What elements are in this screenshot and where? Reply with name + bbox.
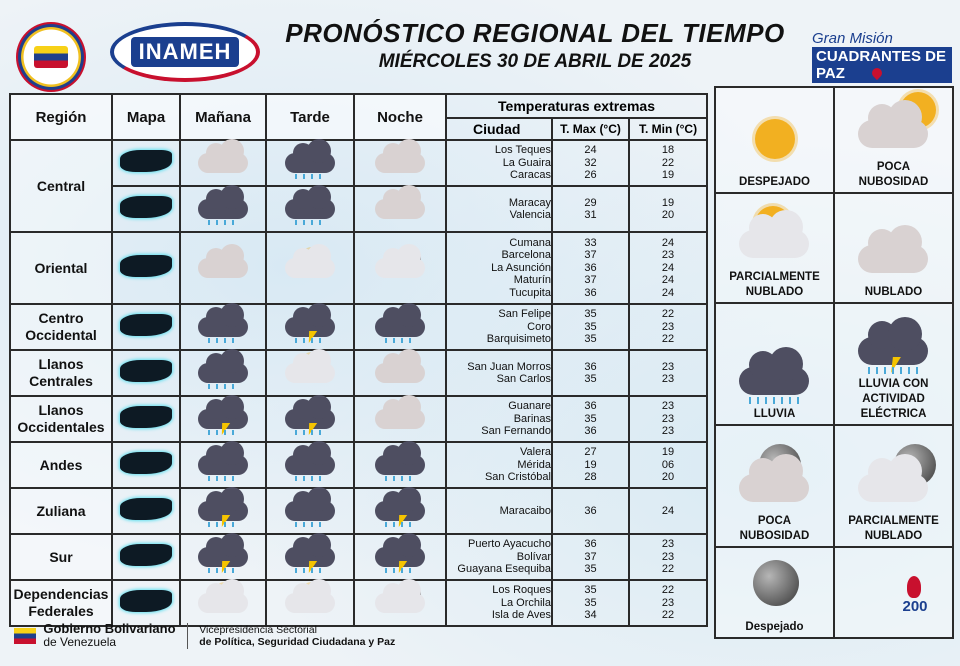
afternoon-forecast — [266, 580, 354, 626]
tmax-value: 27 — [584, 446, 597, 459]
storm-weather-icon — [844, 307, 944, 377]
afternoon-forecast — [266, 488, 354, 534]
region-map — [112, 350, 180, 396]
tmax-value: 35 — [584, 412, 597, 425]
tmax-list — [552, 396, 629, 442]
night-forecast — [354, 304, 446, 350]
tmin-value: 23 — [661, 550, 675, 563]
region-map-shape — [120, 255, 172, 277]
tmin-value: 23 — [661, 596, 675, 609]
tmin-value: 18 — [661, 144, 675, 157]
tmax-value: 34 — [584, 609, 597, 622]
morning-forecast — [180, 534, 266, 580]
afternoon-forecast — [266, 232, 354, 304]
morning-forecast — [180, 186, 266, 232]
header-night: Noche — [354, 94, 446, 140]
forecast-row — [10, 396, 707, 442]
morning-forecast — [180, 350, 266, 396]
city-name: Los Teques — [494, 144, 551, 157]
forecast-row — [10, 488, 707, 534]
region-map — [112, 304, 180, 350]
forecast-row — [10, 304, 707, 350]
vp-text: Vicepresidencia Sectorial de Política, Seguridad Ciudadana y Paz — [199, 623, 396, 648]
rain-weather-icon — [369, 307, 431, 343]
region-map — [112, 488, 180, 534]
flame-icon — [907, 576, 921, 598]
city-name: Barcelona — [501, 249, 551, 262]
region-name: Llanos Occidentales — [10, 396, 112, 442]
bicentenary-logo: 200 — [893, 576, 937, 638]
afternoon-forecast — [266, 140, 354, 186]
region-map-shape — [120, 452, 172, 474]
storm-weather-icon — [369, 491, 431, 527]
flag-icon — [34, 46, 68, 68]
gov-logo-text: Gobierno Bolivariano de Venezuela — [43, 621, 176, 649]
afternoon-forecast — [266, 186, 354, 232]
header-morning: Mañana — [180, 94, 266, 140]
tmax-value: 37 — [584, 550, 597, 563]
tmax-value: 36 — [584, 261, 597, 274]
city-list — [446, 232, 552, 304]
region-name: Central — [10, 140, 112, 232]
tmin-value: 19 — [661, 196, 675, 209]
moon-partly-weather-icon — [369, 583, 431, 619]
legend-table — [714, 86, 954, 639]
tmax-list — [552, 304, 629, 350]
city-name: Maracay — [508, 196, 551, 209]
rain-weather-icon — [279, 491, 341, 527]
afternoon-forecast — [266, 442, 354, 488]
tmax-value: 36 — [584, 538, 597, 551]
storm-weather-icon — [279, 537, 341, 573]
storm-weather-icon — [192, 537, 254, 573]
tmin-value: 24 — [661, 286, 675, 299]
city-name: Cumana — [509, 236, 551, 249]
morning-forecast — [180, 232, 266, 304]
tmax-list — [552, 350, 629, 396]
few-clouds-weather-icon — [844, 90, 944, 160]
city-name: San Felipe — [498, 308, 551, 321]
city-list — [446, 580, 552, 626]
tmax-value: 28 — [584, 471, 597, 484]
city-name: Mérida — [517, 458, 551, 471]
legend-label: DESPEJADO — [739, 176, 810, 188]
city-name: Tucupita — [509, 286, 551, 299]
region-map-shape — [120, 150, 172, 172]
tmin-list — [629, 442, 707, 488]
tmin-value: 23 — [661, 249, 675, 262]
tmin-list — [629, 488, 707, 534]
night-forecast — [354, 232, 446, 304]
forecast-row — [10, 442, 707, 488]
legend-label: NUBLADO — [745, 286, 804, 298]
inameh-logo: INAMEH — [110, 22, 260, 82]
city-name: Valera — [520, 446, 551, 459]
rain-weather-icon — [279, 189, 341, 225]
storm-weather-icon — [279, 399, 341, 435]
rain-weather-icon — [192, 353, 254, 389]
legend-item — [834, 425, 953, 547]
flag-icon — [14, 628, 36, 644]
tmin-value: 22 — [661, 333, 675, 346]
city-name: San Juan Morros — [467, 360, 551, 373]
rain-weather-icon — [192, 307, 254, 343]
tmax-list — [552, 580, 629, 626]
tmax-value: 35 — [584, 333, 597, 346]
rain-weather-icon — [192, 189, 254, 225]
tmax-value: 37 — [584, 249, 597, 262]
tmax-value: 35 — [584, 320, 597, 333]
city-name: La Guaira — [502, 156, 551, 169]
morning-forecast — [180, 442, 266, 488]
tmax-value: 36 — [584, 400, 597, 413]
night-forecast — [354, 186, 446, 232]
tmax-value: 35 — [584, 308, 597, 321]
tmin-list — [629, 350, 707, 396]
forecast-row — [10, 350, 707, 396]
tmin-value: 22 — [661, 609, 675, 622]
header-region: Región — [10, 94, 112, 140]
rain-weather-icon — [725, 337, 825, 407]
tmax-value: 35 — [584, 596, 597, 609]
tmin-value: 24 — [661, 504, 675, 517]
city-name: Valencia — [509, 209, 551, 221]
legend-item — [715, 303, 834, 425]
partly-cloudy-weather-icon — [192, 583, 254, 619]
gran-mision-logo: Gran Misión CUADRANTES DE PAZ — [812, 30, 952, 76]
tmin-value: 22 — [661, 156, 675, 169]
tmax-list — [552, 140, 629, 186]
city-name: La Orchila — [500, 596, 551, 609]
city-name: Coro — [527, 320, 551, 333]
forecast-date: MIÉRCOLES 30 DE ABRIL DE 2025 — [378, 51, 692, 72]
city-name: San Cristóbal — [484, 471, 551, 484]
morning-forecast — [180, 488, 266, 534]
cloudy-weather-icon — [369, 143, 431, 179]
region-map — [112, 396, 180, 442]
region-map — [112, 232, 180, 304]
afternoon-forecast — [266, 304, 354, 350]
tmax-value: 36 — [584, 360, 597, 373]
tmin-list — [629, 232, 707, 304]
moon-few-weather-icon — [725, 444, 825, 514]
tmin-list — [629, 186, 707, 232]
tmin-value: 20 — [661, 209, 675, 221]
header-temps: Temperaturas extremas — [446, 94, 707, 118]
city-name: La Asunción — [491, 261, 551, 274]
city-list — [446, 534, 552, 580]
rain-weather-icon — [279, 143, 341, 179]
city-name: San Fernando — [481, 425, 551, 438]
region-name: Zuliana — [10, 488, 112, 534]
city-list — [446, 186, 552, 232]
forecast-title: PRONÓSTICO REGIONAL DEL TIEMPO — [285, 18, 785, 48]
sunny-weather-icon — [725, 105, 825, 175]
forecast-row — [10, 534, 707, 580]
legend-label: LLUVIA — [753, 408, 796, 420]
tmin-value: 23 — [661, 412, 675, 425]
region-map-shape — [120, 544, 172, 566]
region-name: Centro Occidental — [10, 304, 112, 350]
forecast-table — [9, 93, 708, 627]
footer — [14, 622, 395, 649]
tmin-value: 23 — [661, 320, 675, 333]
legend-label: NUBLADO — [864, 286, 923, 298]
tmax-value: 35 — [584, 584, 597, 597]
city-list — [446, 140, 552, 186]
city-name: Isla de Aves — [491, 609, 551, 622]
tmax-value: 33 — [584, 236, 597, 249]
forecast-row — [10, 140, 707, 186]
legend-label: ELÉCTRICA — [860, 408, 927, 420]
city-name: Guayana Esequiba — [457, 563, 551, 576]
tmax-value: 35 — [584, 563, 597, 576]
moon-partly-weather-icon — [369, 248, 431, 284]
legend-label: NUBOSIDAD — [739, 530, 810, 542]
legend-item — [715, 425, 834, 547]
morning-forecast — [180, 396, 266, 442]
night-forecast — [354, 442, 446, 488]
storm-weather-icon — [192, 491, 254, 527]
tmin-value: 06 — [661, 458, 675, 471]
tmin-value: 22 — [661, 584, 675, 597]
morning-forecast — [180, 580, 266, 626]
partly-cloudy-weather-icon — [279, 248, 341, 284]
header-afternoon: Tarde — [266, 94, 354, 140]
city-name: Bolívar — [516, 550, 551, 563]
rain-weather-icon — [369, 445, 431, 481]
tmin-value: 24 — [661, 261, 675, 274]
night-forecast — [354, 488, 446, 534]
legend-item — [834, 87, 953, 193]
cloudy-weather-icon — [369, 399, 431, 435]
city-name: Maracaibo — [499, 504, 551, 517]
page-title — [270, 18, 800, 73]
tmax-value: 26 — [584, 169, 597, 182]
legend-item — [715, 547, 834, 638]
city-name: Puerto Ayacucho — [468, 538, 551, 551]
partly-cloudy-weather-icon — [279, 583, 341, 619]
tmin-value: 22 — [661, 563, 675, 576]
region-map-shape — [120, 360, 172, 382]
tmin-value: 23 — [661, 425, 675, 438]
tmax-list — [552, 442, 629, 488]
night-forecast — [354, 534, 446, 580]
tmax-value: 37 — [584, 274, 597, 287]
legend-item — [834, 193, 953, 303]
legend-label: ACTIVIDAD — [862, 393, 925, 405]
region-map-shape — [120, 406, 172, 428]
afternoon-forecast — [266, 534, 354, 580]
tmin-value: 24 — [661, 236, 675, 249]
forecast-row — [10, 580, 707, 626]
cloudy-weather-icon — [192, 248, 254, 284]
legend-label: NUBOSIDAD — [858, 176, 929, 188]
tmax-value: 35 — [584, 373, 597, 385]
tmin-value: 23 — [661, 538, 675, 551]
cloudy-weather-icon — [369, 353, 431, 389]
cloudy-weather-icon — [192, 143, 254, 179]
tmin-value: 19 — [661, 169, 675, 182]
rain-weather-icon — [192, 445, 254, 481]
city-name: Maturín — [513, 274, 551, 287]
partly-cloudy-weather-icon — [725, 200, 825, 270]
city-name: Barinas — [513, 412, 551, 425]
rain-weather-icon — [279, 445, 341, 481]
legend-label: NUBLADO — [864, 530, 923, 542]
storm-weather-icon — [369, 537, 431, 573]
city-name: Barquisimeto — [486, 333, 551, 346]
divider — [187, 623, 188, 649]
morning-forecast — [180, 140, 266, 186]
city-list — [446, 304, 552, 350]
tmax-value: 36 — [584, 286, 597, 299]
region-map — [112, 442, 180, 488]
forecast-row — [10, 232, 707, 304]
tmax-list — [552, 186, 629, 232]
tmin-value: 20 — [661, 471, 675, 484]
tmin-value: 19 — [661, 446, 675, 459]
legend-label: POCA — [757, 515, 792, 527]
tmax-value: 24 — [584, 144, 597, 157]
tmax-value: 29 — [584, 196, 597, 209]
legend-label: PARCIALMENTE — [729, 271, 820, 283]
region-map-shape — [120, 590, 172, 612]
afternoon-forecast — [266, 350, 354, 396]
night-forecast — [354, 396, 446, 442]
tmax-value: 32 — [584, 156, 597, 169]
tmax-value: 31 — [584, 209, 597, 221]
region-name: Andes — [10, 442, 112, 488]
tmin-value: 23 — [661, 400, 675, 413]
region-map — [112, 186, 180, 232]
storm-weather-icon — [192, 399, 254, 435]
city-list — [446, 396, 552, 442]
region-map — [112, 534, 180, 580]
tmax-list — [552, 534, 629, 580]
tmin-value: 23 — [661, 373, 675, 385]
region-map-shape — [120, 498, 172, 520]
tmax-value: 19 — [584, 458, 597, 471]
cloudy-weather-icon — [369, 189, 431, 225]
moon-weather-icon — [725, 550, 825, 620]
vzla-seal-logo — [16, 22, 86, 92]
tmin-list — [629, 304, 707, 350]
tmax-value: 36 — [584, 425, 597, 438]
partly-cloudy-weather-icon — [279, 353, 341, 389]
city-name: Guanare — [508, 400, 551, 413]
header-map: Mapa — [112, 94, 180, 140]
cloudy-weather-icon — [844, 215, 944, 285]
tmin-list — [629, 534, 707, 580]
legend-label: LLUVIA CON — [858, 378, 929, 390]
tmin-value: 23 — [661, 360, 675, 373]
legend-item — [834, 303, 953, 425]
tmin-value: 24 — [661, 274, 675, 287]
city-name: Los Roques — [492, 584, 551, 597]
city-name: San Carlos — [496, 373, 551, 385]
storm-weather-icon — [279, 307, 341, 343]
legend-label: Despejado — [745, 621, 804, 633]
region-map — [112, 140, 180, 186]
tmax-value: 36 — [584, 504, 597, 517]
tmin-list — [629, 396, 707, 442]
region-map-shape — [120, 196, 172, 218]
tmax-list — [552, 488, 629, 534]
night-forecast — [354, 580, 446, 626]
city-list — [446, 488, 552, 534]
header-tmin: T. Min (°C) — [629, 118, 707, 140]
city-list — [446, 442, 552, 488]
city-name: Caracas — [510, 169, 551, 182]
region-map-shape — [120, 314, 172, 336]
legend-item — [715, 87, 834, 193]
forecast-row — [10, 186, 707, 232]
city-list — [446, 350, 552, 396]
region-name: Sur — [10, 534, 112, 580]
afternoon-forecast — [266, 396, 354, 442]
header-city: Ciudad — [446, 118, 552, 140]
region-name: Dependencias Federales — [10, 580, 112, 626]
legend-label: PARCIALMENTE — [848, 515, 939, 527]
morning-forecast — [180, 304, 266, 350]
header-tmax: T. Max (°C) — [552, 118, 629, 140]
tmax-list — [552, 232, 629, 304]
legend-item — [715, 193, 834, 303]
region-name: Llanos Centrales — [10, 350, 112, 396]
region-map — [112, 580, 180, 626]
night-forecast — [354, 350, 446, 396]
tmin-list — [629, 140, 707, 186]
region-name: Oriental — [10, 232, 112, 304]
tmin-list — [629, 580, 707, 626]
moon-partly-weather-icon — [844, 444, 944, 514]
legend-label: POCA — [876, 161, 911, 173]
night-forecast — [354, 140, 446, 186]
tmin-value: 22 — [661, 308, 675, 321]
